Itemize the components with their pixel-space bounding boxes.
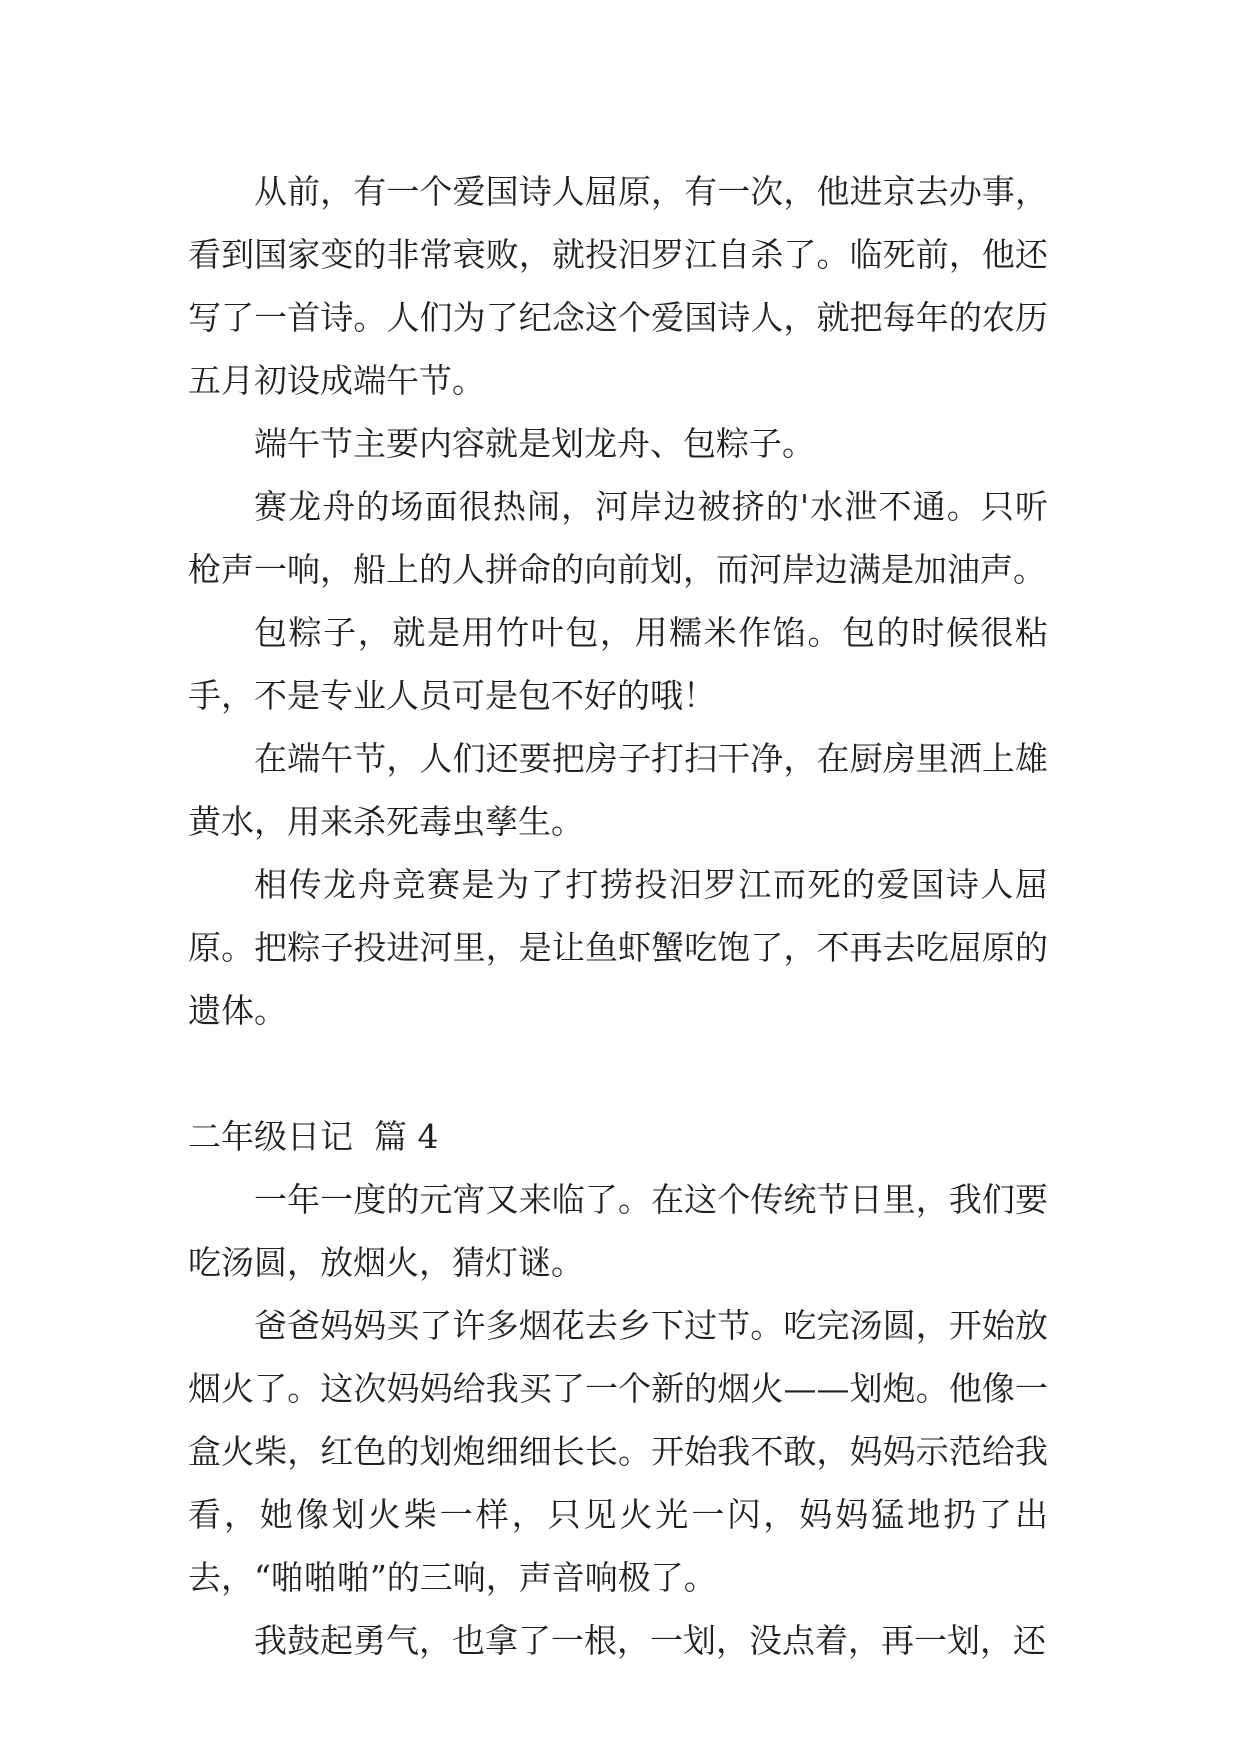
paragraph-courage: 我鼓起勇气，也拿了一根，一划，没点着，再一划，还: [254, 1621, 1046, 1660]
section-heading: 二年级日记 篇 4: [188, 1117, 439, 1156]
paragraph-fireworks: 爸爸妈妈买了许多烟花去乡下过节。吃完汤圆，开始放烟火了。这次妈妈给我买了一个新的烟火——划炮。他像一盒火柴，红色的划炮细细长长。开始我不敢，妈妈示范给我看，她像划火柴一样，只见火光一闪，妈妈猛地扔了出去，“啪啪啪”的三响，声音响极了。: [188, 1306, 1048, 1597]
paragraph-cleaning: 在端午节，人们还要把房子打扫干净，在厨房里洒上雄黄水，用来杀死毒虫孳生。: [188, 739, 1048, 841]
paragraph-festival-content: 端午节主要内容就是划龙舟、包粽子。: [254, 424, 815, 463]
document-body: [188, 160, 1048, 1672]
paragraph-dragon-boat-race: 赛龙舟的场面很热闹，河岸边被挤的'水泄不通。只听枪声一响，船上的人拼命的向前划，而河岸边满是加油声。: [188, 487, 1048, 589]
paragraph-quyuan-story: 从前，有一个爱国诗人屈原，有一次，他进京去办事，看到国家变的非常衰败，就投汨罗江自杀了。临死前，他还写了一首诗。人们为了纪念这个爱国诗人，就把每年的农历五月初设成端午节。: [188, 172, 1048, 400]
section-spacer: [188, 1042, 1048, 1105]
paragraph-zongzi: 包粽子，就是用竹叶包，用糯米作馅。包的时候很粘手，不是专业人员可是包不好的哦！: [188, 613, 1048, 715]
paragraph-lantern-festival: 一年一度的元宵又来临了。在这个传统节日里，我们要吃汤圆，放烟火，猜灯谜。: [188, 1180, 1048, 1282]
paragraph-legend: 相传龙舟竞赛是为了打捞投汨罗江而死的爱国诗人屈原。把粽子投进河里，是让鱼虾蟹吃饱了，不再去吃屈原的遗体。: [188, 865, 1048, 1030]
